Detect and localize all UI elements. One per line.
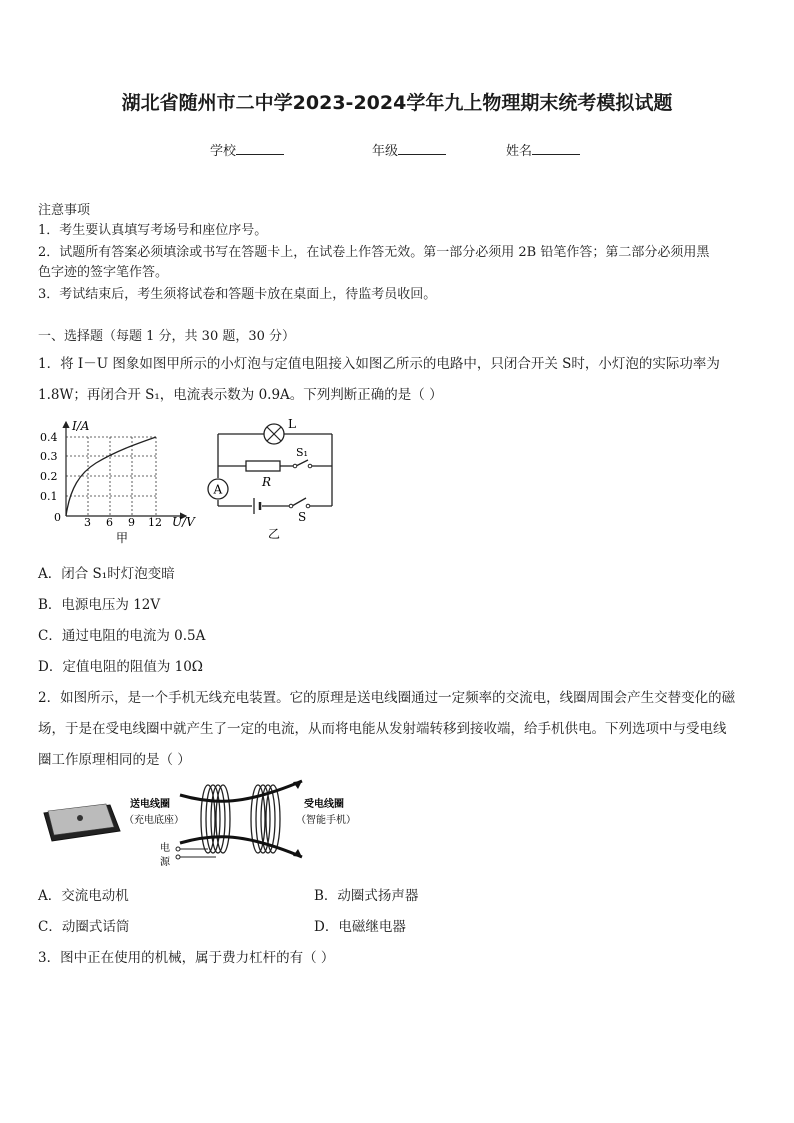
switch-s-contact-2 <box>306 504 310 508</box>
switch-s1-label: S₁ <box>296 446 308 459</box>
magnetic-field-lines <box>180 781 302 857</box>
notes-item-1: 1．考生要认真填写考场号和座位序号。 <box>38 223 268 238</box>
q2-option-d: D．电磁继电器 <box>314 919 406 935</box>
q1-graph-curve <box>66 437 156 516</box>
q2-stem-line1: 2．如图所示，是一个手机无线充电装置。它的原理是送电线圈通过一定频率的交流电，线圈周围会产生交替变化的磁 <box>38 690 736 706</box>
q3-stem-line1: 3．图中正在使用的机械，属于费力杠杆的有（ ） <box>38 950 335 966</box>
q2-option-a: A．交流电动机 <box>38 888 129 904</box>
q1-graph-grid <box>66 437 156 516</box>
q1-graph-ytick-04: 0.4 <box>40 431 58 444</box>
q1-option-c: C．通过电阻的电流为 0.5A <box>38 628 206 644</box>
notes-item-2-cont: 色字迹的签字笔作答。 <box>38 265 169 280</box>
switch-s1-contact-2 <box>308 464 312 468</box>
q1-graph-xtick-9: 9 <box>128 516 135 529</box>
q2-stem-line2: 场，于是在受电线圈中就产生了一定的电流，从而将电能从发射端转移到接收端，给手机供电。下列选项中与受电线 <box>38 721 727 737</box>
q1-graph-xtick-3: 3 <box>84 516 91 529</box>
q1-circuit-caption: 乙 <box>268 527 281 541</box>
resistor-label: R <box>262 475 272 489</box>
school-blank <box>236 142 284 155</box>
q1-figure-yi-circuit <box>204 416 344 544</box>
power-label-2: 源 <box>160 857 170 868</box>
q1-graph-ytick-01: 0.1 <box>40 490 58 503</box>
name-label: 姓名 <box>506 144 533 159</box>
q2-option-c: C．动圈式话筒 <box>38 919 130 935</box>
grade-label: 年级 <box>372 144 399 159</box>
send-coil <box>201 785 230 853</box>
q1-stem-line1: 1．将 I－U 图象如图甲所示的小灯泡与定值电阻接入如图乙所示的电路中，只闭合开关 S时，小灯泡的实际功率为 <box>38 356 720 372</box>
q1-graph-xtick-12: 12 <box>148 516 162 529</box>
grade-field <box>372 140 446 159</box>
school-label: 学校 <box>210 144 237 159</box>
q1-figure-jia-graph <box>36 418 206 546</box>
q1-graph-ytick-03: 0.3 <box>40 450 58 463</box>
q1-graph-ytick-02: 0.2 <box>40 470 58 483</box>
q1-stem-line2: 1.8W；再闭合开 S₁，电流表示数为 0.9A。下列判断正确的是（ ） <box>38 387 443 403</box>
q2-figure-wireless-charger <box>40 775 370 870</box>
notes-item-2: 2．试题所有答案必须填涂或书写在答题卡上，在试卷上作答无效。第一部分必须用 2B 铅笔作答；第二部分必须用黑 <box>38 245 710 260</box>
send-coil-sublabel: （充电底座） <box>124 815 184 826</box>
q1-option-a: A．闭合 S₁时灯泡变暗 <box>38 566 175 582</box>
q2-option-b: B．动圈式扬声器 <box>314 888 419 904</box>
recv-coil-sublabel: （智能手机） <box>296 815 356 826</box>
lamp-symbol <box>264 424 284 444</box>
q1-graph-xtick-6: 6 <box>106 516 113 529</box>
section-heading: 一、选择题（每题 1 分，共 30 题，30 分） <box>38 329 296 344</box>
grade-blank <box>398 142 446 155</box>
recv-coil-label: 受电线圈 <box>304 799 344 810</box>
name-blank <box>532 142 580 155</box>
phone-on-pad-image <box>44 804 120 841</box>
resistor-symbol <box>246 461 280 471</box>
lamp-label: L <box>288 417 296 431</box>
q2-stem-line3: 圈工作原理相同的是（ ） <box>38 752 191 768</box>
school-field <box>210 140 284 159</box>
q1-graph-y-label: I/A <box>72 419 90 433</box>
q1-graph-caption: 甲 <box>116 531 129 545</box>
q1-option-b: B．电源电压为 12V <box>38 597 161 613</box>
q1-option-d: D．定值电阻的阻值为 10Ω <box>38 659 203 675</box>
switch-s-contact <box>289 504 293 508</box>
switch-s1-contact <box>293 464 297 468</box>
notes-item-3: 3．考试结束后，考生须将试卷和答题卡放在桌面上，待监考员收回。 <box>38 287 437 302</box>
power-label-1: 电 <box>160 843 170 854</box>
send-coil-label: 送电线圈 <box>130 799 170 810</box>
notes-heading: 注意事项 <box>38 203 91 218</box>
switch-s-label: S <box>298 510 307 524</box>
page-title: 湖北省随州市二中学2023-2024学年九上物理期末统考模拟试题 <box>121 92 673 114</box>
ammeter-label: A <box>213 482 223 497</box>
q1-graph-origin: 0 <box>54 511 61 524</box>
q1-graph-x-label: U/V <box>172 515 195 529</box>
battery-symbol <box>254 498 260 514</box>
name-field <box>506 140 580 159</box>
